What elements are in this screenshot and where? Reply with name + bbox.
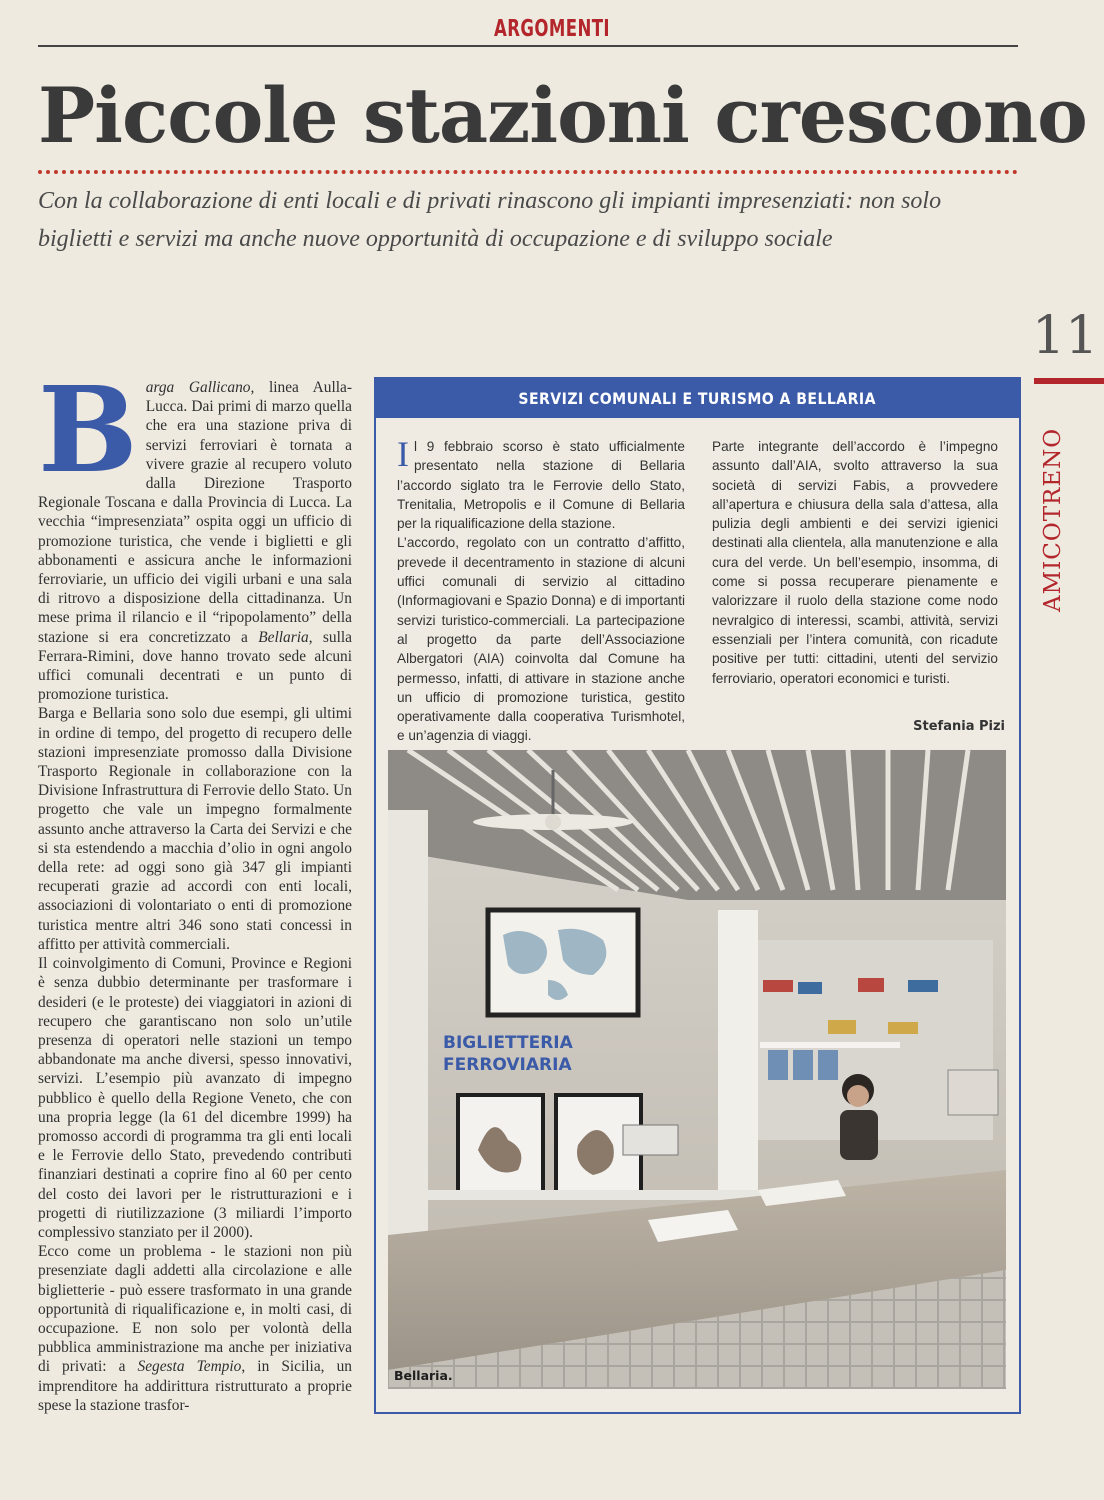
photo-caption: Bellaria. — [394, 1368, 453, 1383]
paragraph-text: linea Aulla-Lucca. Dai primi di marzo quella che era una stazione priva di servizi ferroviari è tornata a vivere grazie al recupero voluto dalla Direzione Trasporto Regionale Toscana e dalla Provincia di Lucca. La vecchia “impresenziata” ospita oggi un ufficio di promozione turistica, che vende i biglietti e gli abbonamenti e assicura anche le informazioni ferroviarie, un ufficio dei vigili urbani e una sala di ritrovo a disposizione della cittadinanza. Un mese prima il rilancio e il “ripopolamento” della stazione si era concretizzato a — [38, 379, 352, 646]
place-name: Segesta Tempio — [137, 1358, 242, 1376]
header-rule — [38, 45, 1018, 47]
photo-sign-line2: FERROVIARIA — [443, 1055, 572, 1075]
article-subtitle: Con la collaborazione di enti locali e di privati rinascono gli impianti impresenziati: non solo biglietti e servizi ma anche nuove opportunità di occupazione e di sviluppo sociale — [38, 188, 942, 252]
article-paragraph: Il coinvolgimento di Comuni, Province e Regioni è senza dubbio determinante per trasformare i desideri (e le proteste) dei viaggiatori in azioni di recupero che garantiscano non solo un’utile presenza di operatori nelle stazioni un tempo abbandonate ma anche diversi, spesso innovativi, servizi. L’esempio più avanzato di impegno pubblico è quello della Regione Veneto, che con una propria legge (la 61 del dicembre 1999) ha promosso accordi di programma tra gli enti locali e le Ferrovie dello Stato, prevedendo contributi finanziari destinati a coprire fino al 60 per cento del costo dei lavori per le ristrutturazioni e i progetti di riutilizzazione (3 miliardi l’importo complessivo stanziato per il 2000). — [38, 955, 352, 1241]
margin-red-tab — [1034, 378, 1104, 384]
article-paragraph: Barga e Bellaria sono solo due esempi, gli ultimi in ordine di tempo, del progetto di recupero delle stazioni impresenziate promosso dalla Divisione Trasporto Regionale in collaborazione con la Divisione Infrastruttura di Ferrovie dello Stato. Un progetto che vale un impegno formalmente assunto anche attraverso la Carta dei Servizi e che si sta estendendo a macchia d’olio in ogni angolo della rete: ad oggi sono già 347 gli impianti recuperati grazie ad accordi con enti locali, associazioni di volontariato o enti di promozione turistica mentre altri 346 sono stati concessi in affitto per attività commerciali. — [38, 705, 352, 953]
paragraph-text: Ecco come un problema - le stazioni non più presenziate dagli addetti alla circolazione e alle biglietterie - può essere trasformato in una grande opportunità di riqualificazione e, in molti casi, di occupazione. E non solo per volontà della pubblica amministrazione ma anche per iniziativa di privati: a — [38, 1243, 352, 1376]
paragraph-text: , sulla Ferrara-Rimini, dove hanno trovato sede alcuni uffici comunali decentrati e un punto di promozione turistica. — [38, 628, 353, 704]
magazine-name: AMICOTRENO — [1040, 427, 1066, 612]
box-paragraph — [397, 434, 685, 533]
page-number: 11 — [1032, 306, 1099, 366]
box-heading — [376, 379, 1019, 418]
box-dropcap: I — [397, 434, 409, 474]
dropcap-letter: B — [38, 360, 138, 499]
photo-sign-line1: BIGLIETTERIA — [443, 1033, 573, 1053]
section-label: ARGOMENTI — [494, 16, 610, 42]
article-title: Piccole stazioni crescono — [38, 71, 1087, 160]
box-column-right — [712, 437, 998, 688]
place-name: Bellaria — [258, 628, 309, 646]
title-dotted-rule — [38, 170, 1018, 174]
sidebar-box — [374, 377, 1021, 1414]
paragraph-text: l 9 febbraio scorso è stato ufficialmente presentato nella stazione di Bellaria l’accordo siglato tra le Ferrovie dello Stato, Trenitalia, Metropolis e il Comune di Bellaria per la riqualificazione della stazione. — [397, 439, 685, 532]
box-paragraph: Parte integrante dell’accordo è l’impegno assunto dall’AIA, svolto attraverso la sua società di servizi Fabis, a provvedere all’apertura e chiusura della sala d’attesa, alla pulizia degli ambienti e dei servizi igienici destinati alla clientela, alla manutenzione e alla cura del verde. Un bell’esempio, insomma, di come si possa recuperare pienamente e valorizzare il ruolo della stazione come nodo nevralgico di interessi, scambi, attività, servizi essenziali per l’intera comunità, con ricadute positive per tutti: cittadini, utenti del servizio ferroviario, operatori economici e turisti. — [712, 439, 998, 686]
station-photo — [388, 750, 1006, 1389]
photo-illustration — [388, 750, 1006, 1389]
article-body — [38, 360, 353, 1415]
box-paragraph: L’accordo, regolato con un contratto d’affitto, prevede il decentramento in stazione di alcuni uffici comunali di servizio al cittadino (Informagiovani e Spazio Donna) e di importanti servizi turistico-commerciali. La partecipazione al progetto da parte dell’Associazione Albergatori (AIA) coinvolta dal Comune ha permesso, infatti, di attivare in stazione anche un ufficio di promozione turistica, gestito operativamente dalla cooperativa Turismhotel, e un’agenzia di viaggi. — [397, 535, 685, 744]
box-heading-text: SERVIZI COMUNALI E TURISMO A BELLARIA — [518, 389, 877, 408]
author-byline: Stefania Pizi — [913, 719, 1005, 734]
article-paragraph — [38, 1242, 352, 1415]
paragraph-text: , in Sicilia, un imprenditore ha addirittura ristrutturato a proprie spese la stazione trasfor- — [38, 1358, 352, 1414]
box-column-left — [397, 434, 685, 746]
article-paragraph — [38, 360, 353, 704]
clerk-figure — [840, 1074, 878, 1160]
lead-place: arga Gallicano, — [145, 379, 255, 396]
